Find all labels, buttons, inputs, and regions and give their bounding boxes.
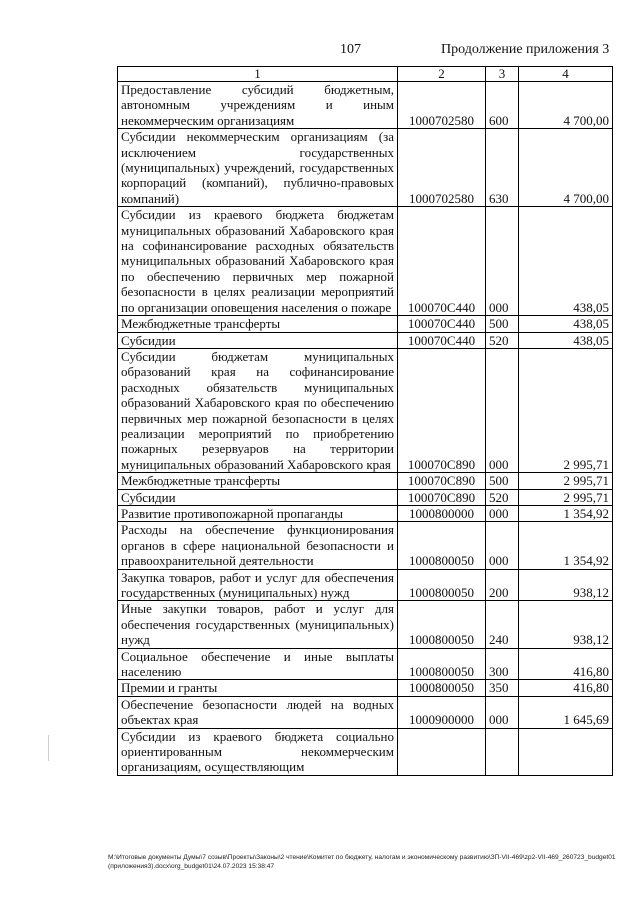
row-amount: 438,05 (519, 316, 613, 332)
row-target-code: 1000800050 (398, 522, 486, 569)
row-name: Социальное обеспечение и иные выплаты населению (118, 648, 398, 680)
row-expense-type: 300 (486, 648, 519, 680)
column-number-row (118, 67, 613, 82)
row-expense-type: 000 (486, 522, 519, 569)
row-target-code: 1000800050 (398, 569, 486, 601)
row-amount: 1 645,69 (519, 696, 613, 728)
row-target-code: 1000800050 (398, 601, 486, 648)
table-row (118, 601, 613, 648)
row-name: Предоставление субсидий бюджетным, автономным учреждениям и иным некоммерческим организациям (118, 82, 398, 129)
row-target-code: 100070С440 (398, 316, 486, 332)
row-amount: 4 700,00 (519, 129, 613, 207)
table-row (118, 505, 613, 521)
row-target-code: 1000702580 (398, 129, 486, 207)
row-expense-type: 200 (486, 569, 519, 601)
row-amount: 416,80 (519, 680, 613, 696)
row-target-code: 100070С890 (398, 348, 486, 472)
margin-scan-line (48, 735, 49, 761)
table-row (118, 473, 613, 489)
row-expense-type: 000 (486, 505, 519, 521)
row-amount: 2 995,71 (519, 348, 613, 472)
row-name: Межбюджетные трансферты (118, 473, 398, 489)
row-amount: 2 995,71 (519, 473, 613, 489)
row-target-code (398, 728, 486, 775)
row-amount: 2 995,71 (519, 489, 613, 505)
budget-table (117, 66, 613, 776)
row-expense-type: 520 (486, 489, 519, 505)
footer-file-path: M:\Итоговые документы Думы\7 созыв\Проекты\Законы\2 чтение\Комитет по бюджету, налогам и экономическому развитию\ЗП-VII-469\zp2-VII-469_260723_budget01(приложения3).docx\org_budget01\24.07.2023 15:38:47 (108, 854, 616, 870)
row-expense-type: 000 (486, 696, 519, 728)
row-target-code: 100070С890 (398, 473, 486, 489)
row-target-code: 1000900000 (398, 696, 486, 728)
table-row (118, 316, 613, 332)
row-amount: 416,80 (519, 648, 613, 680)
page-number: 107 (340, 42, 361, 57)
row-name: Обеспечение безопасности людей на водных объектах края (118, 696, 398, 728)
row-amount (519, 728, 613, 775)
table-row (118, 489, 613, 505)
row-target-code: 1000800050 (398, 648, 486, 680)
row-expense-type: 630 (486, 129, 519, 207)
column-number: 1 (118, 67, 398, 82)
row-name: Иные закупки товаров, работ и услуг для обеспечения государственных (муниципальных) нужд (118, 601, 398, 648)
row-target-code: 100070С440 (398, 207, 486, 316)
table-row (118, 332, 613, 348)
row-name: Закупка товаров, работ и услуг для обеспечения государственных (муниципальных) нужд (118, 569, 398, 601)
row-target-code: 1000702580 (398, 82, 486, 129)
row-expense-type: 000 (486, 348, 519, 472)
row-name: Субсидии бюджетам муниципальных образований края на софинансирование расходных обязательств муниципальных образований Хабаровского края по обеспечению первичных мер пожарной безопасности в целях реализации мероприятий по приобретению пожарных резервуаров на территории муниципальных образований Хабаровского края (118, 348, 398, 472)
row-expense-type: 350 (486, 680, 519, 696)
row-expense-type (486, 728, 519, 775)
table-row (118, 129, 613, 207)
row-name: Субсидии (118, 489, 398, 505)
row-amount: 4 700,00 (519, 82, 613, 129)
row-amount: 438,05 (519, 332, 613, 348)
table-row (118, 569, 613, 601)
row-amount: 938,12 (519, 569, 613, 601)
column-number: 2 (398, 67, 486, 82)
table-row (118, 207, 613, 316)
row-target-code: 100070С890 (398, 489, 486, 505)
table-row (118, 82, 613, 129)
row-target-code: 1000800000 (398, 505, 486, 521)
row-name: Субсидии некоммерческим организациям (за исключением государственных (муниципальных) учреждений, государственных корпораций (компаний), публично-правовых компаний) (118, 129, 398, 207)
row-target-code: 100070С440 (398, 332, 486, 348)
row-name: Расходы на обеспечение функционирования органов в сфере национальной безопасности и правоохранительной деятельности (118, 522, 398, 569)
column-number: 3 (486, 67, 519, 82)
row-target-code: 1000800050 (398, 680, 486, 696)
row-name: Субсидии (118, 332, 398, 348)
row-expense-type: 500 (486, 316, 519, 332)
table-row (118, 696, 613, 728)
table-row (118, 648, 613, 680)
table-row (118, 522, 613, 569)
row-amount: 438,05 (519, 207, 613, 316)
table-row (118, 728, 613, 775)
row-expense-type: 520 (486, 332, 519, 348)
row-expense-type: 500 (486, 473, 519, 489)
row-expense-type: 600 (486, 82, 519, 129)
row-name: Развитие противопожарной пропаганды (118, 505, 398, 521)
column-number: 4 (519, 67, 613, 82)
row-expense-type: 000 (486, 207, 519, 316)
row-amount: 1 354,92 (519, 522, 613, 569)
table-row (118, 680, 613, 696)
table-row (118, 348, 613, 472)
row-expense-type: 240 (486, 601, 519, 648)
row-name: Субсидии из краевого бюджета социально ориентированным некоммерческим организациям, осуществляющим (118, 728, 398, 775)
row-name: Субсидии из краевого бюджета бюджетам муниципальных образований Хабаровского края на софинансирование расходных обязательств муниципальных образований Хабаровского края по обеспечению первичных мер пожарной безопасности в целях реализации мероприятий по организации оповещения населения о пожаре (118, 207, 398, 316)
row-name: Премии и гранты (118, 680, 398, 696)
row-name: Межбюджетные трансферты (118, 316, 398, 332)
row-amount: 1 354,92 (519, 505, 613, 521)
row-amount: 938,12 (519, 601, 613, 648)
appendix-continuation-label: Продолжение приложения 3 (441, 42, 610, 57)
